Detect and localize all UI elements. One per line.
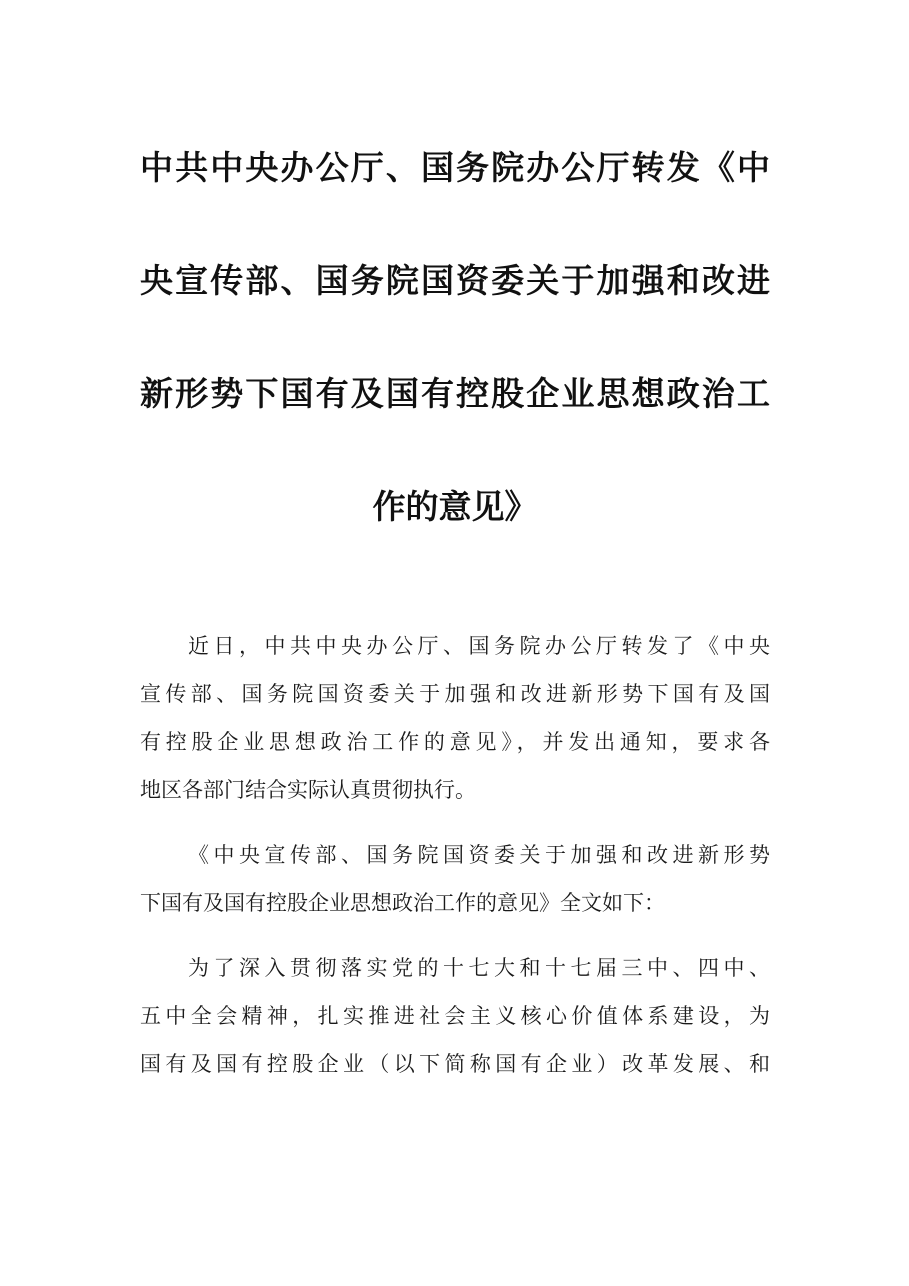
title-line: 作的意见》 xyxy=(372,487,538,526)
paragraph-line: 有控股企业思想政治工作的意见》，并发出通知，要求各 xyxy=(140,730,770,754)
paragraph-line: 宣传部、国务院国资委关于加强和改进新形势下国有及国 xyxy=(140,682,770,706)
document-body xyxy=(140,622,770,1105)
paragraph-body xyxy=(140,944,770,1088)
paragraph-line: 五中全会精神，扎实推进社会主义核心价值体系建设，为 xyxy=(140,1004,770,1028)
paragraph-line: 国有及国有控股企业（以下简称国有企业）改革发展、和 xyxy=(140,1052,770,1076)
paragraph-line: 《中央宣传部、国务院国资委关于加强和改进新形势 xyxy=(188,843,770,867)
paragraph-line: 近日，中共中央办公厅、国务院办公厅转发了《中央 xyxy=(188,634,770,658)
paragraph-fulltext-heading xyxy=(140,831,770,927)
paragraph-intro xyxy=(140,622,770,814)
title-line: 央宣传部、国务院国资委关于加强和改进 xyxy=(140,261,770,300)
document-title xyxy=(140,138,770,536)
paragraph-line: 地区各部门结合实际认真贯彻执行。 xyxy=(140,778,476,802)
paragraph-line: 为了深入贯彻落实党的十七大和十七届三中、四中、 xyxy=(188,956,770,980)
title-line: 中共中央办公厅、国务院办公厅转发《中 xyxy=(140,148,770,187)
title-line: 新形势下国有及国有控股企业思想政治工 xyxy=(140,374,770,413)
paragraph-line: 下国有及国有控股企业思想政治工作的意见》全文如下： xyxy=(140,891,665,915)
